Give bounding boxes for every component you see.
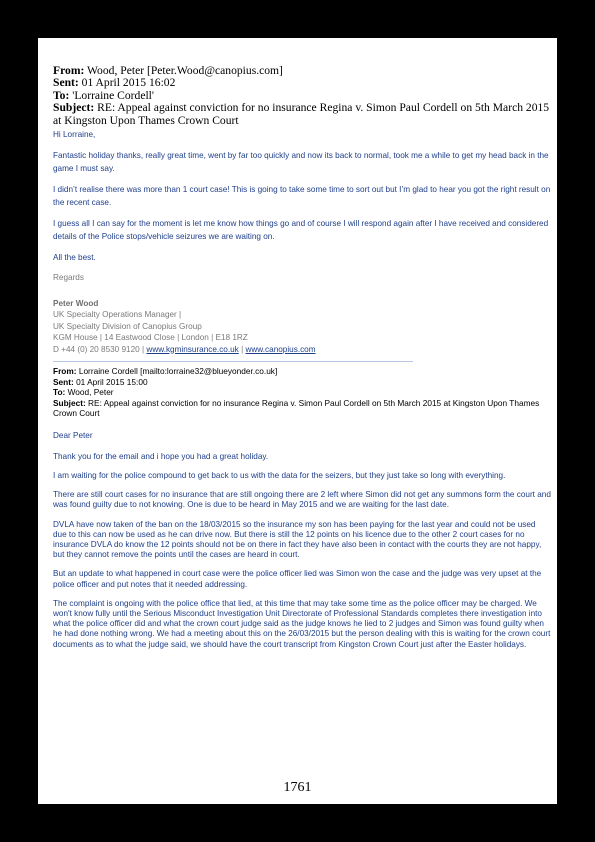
signature-name: Peter Wood [53,298,99,308]
page-number: 1761 [283,780,312,795]
subject-value: RE: Appeal against conviction for no insurance Regina v. Simon Paul Cordell on 5th March 2015 at Kingston Upon Thames Crown Court [53,397,540,419]
sent-label: Sent: [53,376,74,387]
subject-label: Subject: [53,101,95,115]
signature-address: KGM House | 14 Eastwood Close | London | E18 1RZ [53,333,248,343]
document-page [38,38,557,804]
paragraph: There are still court cases for no insurance that are still ongoing there are 2 left where Simon did not get any summons form the court and was found guilty due to not knowing. One is due to be heard in May 2015 and we are waiting for the last date. [53,490,551,510]
to-label: To: [53,387,66,398]
subject-label: Subject: [53,397,86,408]
to-label: To: [53,88,70,102]
paragraph: DVLA have now taken of the ban on the 18/03/2015 so the insurance my son has been paying for the last year and could not be used due to this can now be used as he can drive now. But there is still the 12 points on his licence due to the other 2 court cases for no insurance DVLA do know the 12 points should not be on there in fact they have also been in contact with the courts they are not happy, but they cannot remove the points until the cases are heard in court. [53,519,542,560]
regards: Regards [53,273,84,283]
signature [53,298,551,356]
subject-value: RE: Appeal against conviction for no insurance Regina v. Simon Paul Cordell on 5th March 2015 at Kingston Upon Thames Crown Court [53,101,550,127]
email1-body [53,128,551,264]
email2-body [53,431,551,650]
paragraph: I didn’t realise there was more than 1 court case! This is going to take some time to sort out but I’m glad to hear you got the right result on the recent case. [53,185,551,208]
email-thread [53,65,551,659]
greeting: Dear Peter [53,430,93,440]
paragraph: I am waiting for the police compound to get back to us with the data for the seizers, but they just take so long with everything. [53,470,506,480]
email1-header [53,65,551,127]
sent-value: 01 April 2015 16:02 [81,76,176,90]
divider [53,361,413,362]
email2-header [53,366,551,419]
kgm-link[interactable]: www.kgminsurance.co.uk [146,344,239,354]
sent-label: Sent: [53,76,79,90]
paragraph: All the best. [53,253,96,263]
from-value: Wood, Peter [Peter.Wood@canopius.com] [87,64,283,77]
from-label: From: [53,366,77,377]
paragraph: Thank you for the email and i hope you had a great holiday. [53,451,269,461]
from-label: From: [53,64,85,77]
paragraph: I guess all I can say for the moment is let me know how things go and of course I will respond again after I have received and considered details of the Police stops/vehicle seizures we are waiting on. [53,219,549,242]
signature-phone: D +44 (0) 20 8530 9120 | [53,344,145,354]
greeting: Hi Lorraine, [53,130,96,140]
to-value: Wood, Peter [67,387,114,398]
canopius-link[interactable]: www.canopius.com [245,344,316,354]
signature-title: UK Specialty Operations Manager | [53,310,182,320]
signature-contact [53,344,551,356]
paragraph: The complaint is ongoing with the police office that lied, at this time that may take some time as the police officer may be charged. We won't know fully until the Serious Misconduct Investigation Unit Directorate of Professional Standards completes there investigation into what the police officer did and what the crown court judge said as the judge knows he lied to 2 judges and Simon was found guilty when he had done nothing wrong. We had a meeting about this on the 26/03/2015 but the person dealing with this is waiting for the crown court documents as to what the judge said, we should have the court transcript from Kingston Crown Court just after the Easter holidays. [53,598,551,649]
to-value: 'Lorraine Cordell' [72,88,154,102]
paragraph: But an update to what happened in court case were the police officer lied was Simon won the case and the judge was very upset at the police officer and put notes that it needed addressing. [53,569,542,589]
signature-division: UK Specialty Division of Canopius Group [53,321,202,331]
from-value: Lorraine Cordell [mailto:lorraine32@blueyonder.co.uk] [78,366,278,377]
paragraph: Fantastic holiday thanks, really great time, went by far too quickly and now its back to normal, took me a while to get my head back in the game I must say. [53,151,549,174]
separator: | [241,344,244,354]
sent-value: 01 April 2015 15:00 [76,376,148,387]
